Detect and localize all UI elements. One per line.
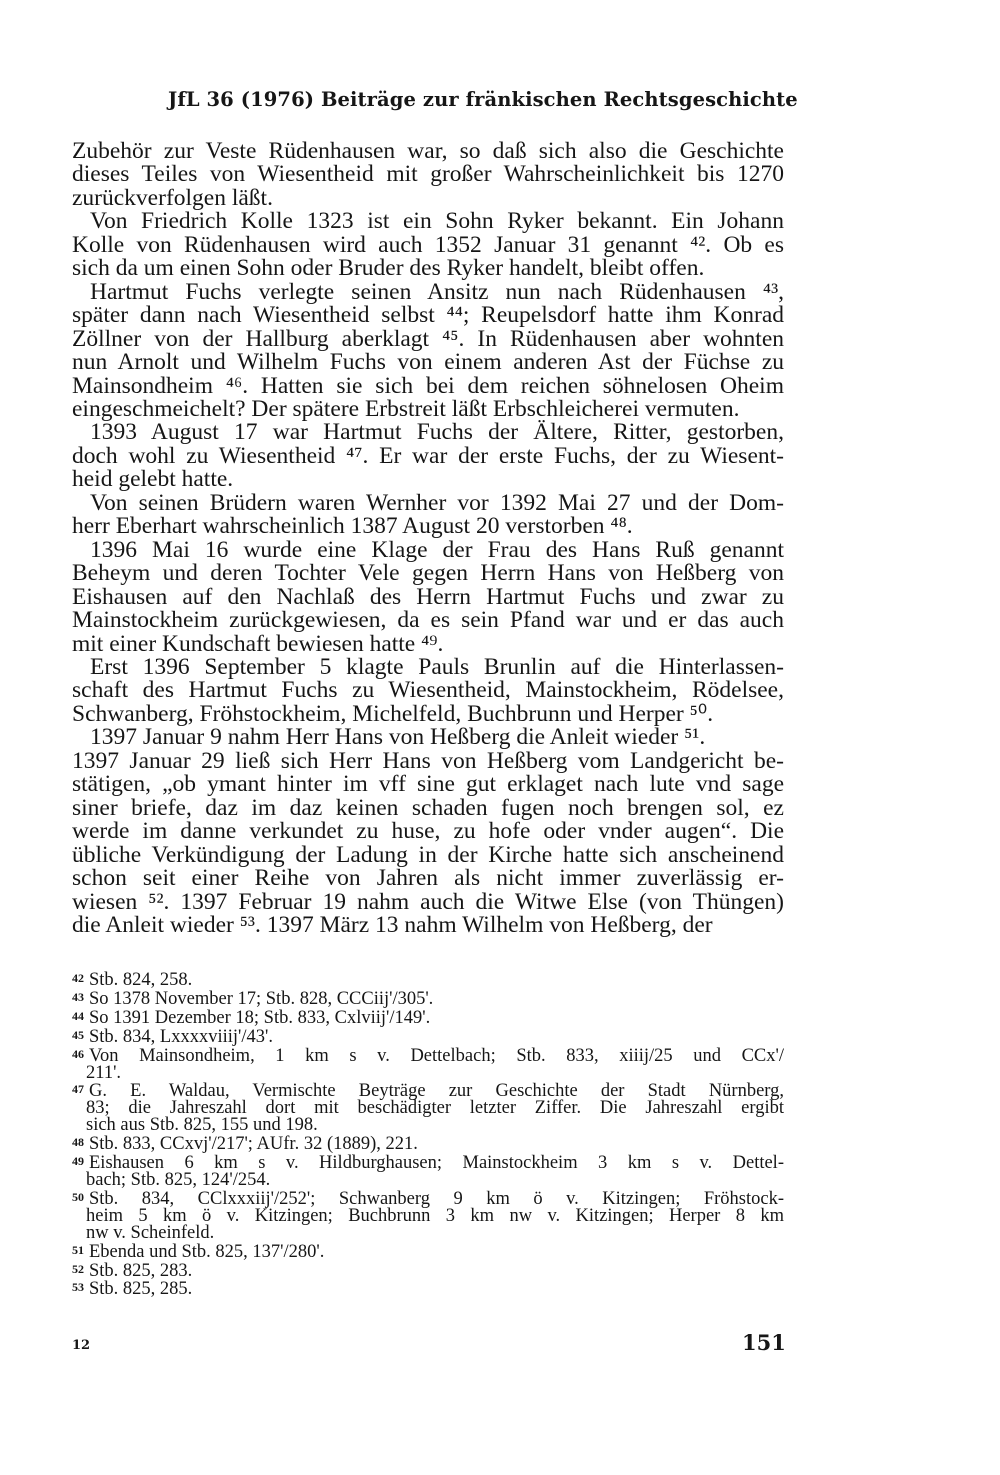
footnote-line bbox=[72, 970, 784, 989]
footnote-text: 211'. bbox=[86, 1062, 122, 1083]
footnote-number: 49 bbox=[72, 1154, 84, 1169]
page-number: 151 bbox=[742, 1330, 786, 1355]
footnotes bbox=[72, 970, 784, 1298]
body-line: Mainstockheim zurückgewiesen, da es sein Pfand war und er das auch bbox=[72, 607, 784, 634]
footnote-line bbox=[72, 1279, 784, 1298]
body-line: Erst 1396 September 5 klagte Pauls Brunlin auf die Hinterlassen- bbox=[90, 653, 784, 680]
footnote-text: Stb. 825, 283. bbox=[89, 1260, 193, 1281]
body-line: Zöllner von der Hallburg aberklagt ⁴⁵. In Rüdenhausen aber wohnten bbox=[72, 325, 784, 352]
body-line: Mainsondheim ⁴⁶. Hatten sie sich bei dem reichen söhnelosen Oheim bbox=[72, 372, 784, 399]
body-line: die Anleit wieder ⁵³. 1397 März 13 nahm Wilhelm von Heßberg, der bbox=[72, 911, 713, 938]
body-line: 1397 Januar 29 ließ sich Herr Hans von Heßberg vom Landgericht be- bbox=[72, 747, 784, 774]
body-line: wiesen ⁵². 1397 Februar 19 nahm auch die Witwe Else (von Thüngen) bbox=[72, 888, 784, 915]
footnote-text: So 1378 November 17; Stb. 828, CCCiij'/305'. bbox=[89, 988, 434, 1009]
footnote-text: Stb. 834, CClxxxiij'/252'; Schwanberg 9 km ö v. Kitzingen; Fröhstock- bbox=[89, 1188, 784, 1209]
footnote-number: 52 bbox=[72, 1261, 84, 1276]
footnote-text: Stb. 825, 285. bbox=[89, 1279, 193, 1300]
footnote-text: Ebenda und Stb. 825, 137'/280'. bbox=[89, 1241, 325, 1262]
footnote-line bbox=[72, 1046, 784, 1065]
body-line: Kolle von Rüdenhausen wird auch 1352 Januar 31 genannt ⁴². Ob es bbox=[72, 231, 784, 258]
footnote-text: Stb. 824, 258. bbox=[89, 970, 193, 990]
footnote-line bbox=[72, 1261, 784, 1280]
footnote-text: G. E. Waldau, Vermischte Beyträge zur Geschichte der Stadt Nürnberg, bbox=[89, 1081, 784, 1102]
footnote-number: 42 bbox=[72, 971, 84, 985]
body-line: sich da um einen Sohn oder Bruder des Ryker handelt, bleibt offen. bbox=[72, 255, 705, 282]
footnote-text: bach; Stb. 825, 124'/254. bbox=[86, 1169, 271, 1190]
footnote-text: heim 5 km ö v. Kitzingen; Buchbrunn 3 km nw v. Kitzingen; Herper 8 km bbox=[86, 1205, 784, 1226]
footnote-number: 44 bbox=[72, 1008, 84, 1023]
body-line: schaft des Hartmut Fuchs zu Wiesentheid, Mainstockheim, Rödelsee, bbox=[72, 677, 784, 704]
body-line: mit einer Kundschaft bewiesen hatte ⁴⁹. bbox=[72, 630, 444, 657]
body-line: zurückverfolgen läßt. bbox=[72, 184, 273, 211]
footnote-line bbox=[72, 1222, 784, 1243]
body-line: Von seinen Brüdern waren Wernher vor 1392 Mai 27 und der Dom- bbox=[90, 489, 784, 516]
body-line: Eishausen auf den Nachlaß des Herrn Hartmut Fuchs und zwar zu bbox=[72, 583, 784, 610]
footnote-number: 51 bbox=[72, 1242, 84, 1257]
footnote-text: Stb. 833, CCxvj'/217'; AUfr. 32 (1889), 221. bbox=[89, 1134, 418, 1155]
running-header: JfL 36 (1976) Beiträge zur fränkischen Rechtsgeschichte bbox=[168, 88, 798, 111]
footnote-text: sich aus Stb. 825, 155 und 198. bbox=[86, 1115, 318, 1136]
footnote-line bbox=[72, 1242, 784, 1261]
footnote-line bbox=[72, 1117, 784, 1134]
body-line: übliche Verkündigung der Ladung in der Kirche hatte sich anscheinend bbox=[72, 841, 784, 868]
body-line: Zubehör zur Veste Rüdenhausen war, so daß sich also die Geschichte bbox=[72, 138, 784, 164]
body-line: eingeschmeichelt? Der spätere Erbstreit läßt Erbschleicherei vermuten. bbox=[72, 395, 740, 422]
footnote-text: Von Mainsondheim, 1 km s v. Dettelbach; Stb. 833, xiiij/25 und CCx'/ bbox=[89, 1045, 784, 1066]
footnote-number: 46 bbox=[72, 1046, 84, 1061]
body-text bbox=[72, 140, 784, 937]
body-line: später dann nach Wiesentheid selbst ⁴⁴; Reupelsdorf hatte ihm Konrad bbox=[72, 302, 784, 329]
body-line: dieses Teiles von Wiesentheid mit großer Wahrscheinlichkeit bis 1270 bbox=[72, 161, 784, 188]
footnote-text: Stb. 834, Lxxxxviiij'/43'. bbox=[89, 1026, 273, 1047]
body-line: herr Eberhart wahrscheinlich 1387 August 20 verstorben ⁴⁸. bbox=[72, 513, 633, 540]
body-line: Schwanberg, Fröhstockheim, Michelfeld, Buchbrunn und Herper ⁵⁰. bbox=[72, 700, 714, 727]
body-line: 1397 Januar 9 nahm Herr Hans von Heßberg die Anleit wieder ⁵¹. bbox=[90, 724, 706, 751]
body-line: heid gelebt hatte. bbox=[72, 466, 234, 493]
footnote-number: 47 bbox=[72, 1082, 84, 1097]
body-line: stätigen, „ob ymant hinter im vff sine gut erklaget nach lute vnd sage bbox=[72, 771, 784, 798]
footnote-line bbox=[72, 1027, 784, 1046]
footnote-line bbox=[72, 989, 784, 1008]
footnote-line bbox=[72, 1062, 784, 1083]
footnote-line bbox=[72, 1008, 784, 1027]
footnote-number: 43 bbox=[72, 989, 84, 1004]
body-line: siner briefe, daz im daz keinen schaden fugen noch brengen sol, ez bbox=[72, 794, 784, 821]
footnote-text: 83; die Jahreszahl dort mit beschädigter letzter Ziffer. Die Jahreszahl ergibt bbox=[86, 1098, 784, 1119]
footnote-number: 50 bbox=[72, 1189, 84, 1204]
body-line: nun Arnolt und Wilhelm Fuchs von einem anderen Ast der Füchse zu bbox=[72, 349, 784, 376]
footnote-number: 45 bbox=[72, 1027, 84, 1042]
body-line: 1396 Mai 16 wurde eine Klage der Frau des Hans Ruß genannt bbox=[90, 536, 784, 563]
footnote-line bbox=[72, 1169, 784, 1190]
footnote-text: So 1391 Dezember 18; Stb. 833, Cxlviij'/149'. bbox=[89, 1007, 431, 1028]
footnote-text: nw v. Scheinfeld. bbox=[86, 1222, 215, 1243]
footnote-text: Eishausen 6 km s v. Hildburghausen; Mainstockheim 3 km s v. Dettel- bbox=[89, 1153, 784, 1174]
footnote-number: 53 bbox=[72, 1280, 84, 1295]
signature-mark: 12 bbox=[72, 1338, 91, 1353]
body-line: Beheym und deren Tochter Vele gegen Herrn Hans von Heßberg von bbox=[72, 560, 784, 587]
body-line: 1393 August 17 war Hartmut Fuchs der Ältere, Ritter, gestorben, bbox=[90, 419, 784, 446]
footnote-line bbox=[72, 1134, 784, 1153]
body-line: doch wohl zu Wiesentheid ⁴⁷. Er war der erste Fuchs, der zu Wiesent- bbox=[72, 442, 784, 469]
body-line: Von Friedrich Kolle 1323 ist ein Sohn Ryker bekannt. Ein Johann bbox=[90, 208, 784, 235]
body-line: schon seit einer Reihe von Jahren als nicht immer zuverlässig er- bbox=[72, 865, 784, 892]
footnote-number: 48 bbox=[72, 1135, 84, 1150]
body-line: werde im danne verkundet zu huse, zu hofe oder vnder augen“. Die bbox=[72, 818, 784, 845]
body-line: Hartmut Fuchs verlegte seinen Ansitz nun nach Rüdenhausen ⁴³, bbox=[90, 278, 784, 305]
